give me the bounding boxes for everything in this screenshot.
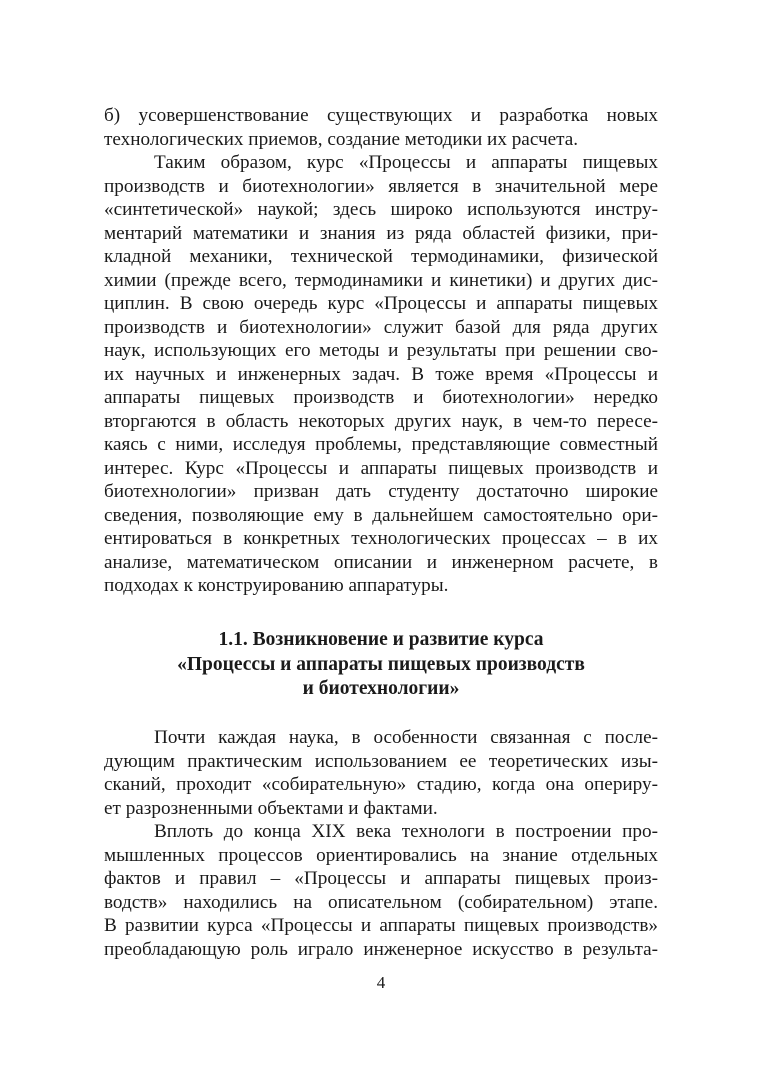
text-line: кладной механики, технической термодинамики, физической [104,246,658,267]
text-line: Таким образом, курс «Процессы и аппараты пищевых [154,152,658,173]
text-line: аппараты пищевых производств и биотехнологии» нередко [104,387,658,408]
section-heading-line: и биотехнологии» [302,678,460,699]
text-line: технологических приемов, создание методики их расчета. [104,128,579,150]
text-line: химии (прежде всего, термодинамики и кинетики) и других дис- [104,269,658,291]
text-line: сканий, проходит «собирательную» стадию, когда она опериру- [104,774,658,795]
text-line: Почти каждая наука, в особенности связанная с после- [154,727,658,748]
body-text-bottom [104,726,658,961]
text-line: фактов и правил – «Процессы и аппараты пищевых произ- [104,868,658,889]
text-line: ментарий математики и знания из ряда областей физики, при- [104,222,658,244]
text-line: производств и биотехнологии» является в значительной мере [104,175,658,197]
text-line: наук, использующих его методы и результаты при решении сво- [104,340,658,361]
text-line: водств» находились на описательном (собирательном) этапе. [104,891,658,913]
section-heading [104,628,658,702]
text-line: их научных и инженерных задач. В тоже время «Процессы и [104,363,658,385]
text-line: ентироваться в конкретных технологических процессах – в их [104,528,658,549]
page-number: 4 [376,973,386,992]
text-line: ет разрозненными объектами и фактами. [104,797,438,819]
section-heading-line: 1.1. Возникновение и развитие курса [218,629,544,650]
text-line: «синтетической» наукой; здесь широко используются инстру- [104,199,658,220]
text-line: производств и биотехнологии» служит базой для ряда других [104,316,658,338]
section-heading-line: «Процессы и аппараты пищевых производств [177,653,585,675]
text-line: б) усовершенствование существующих и разработка новых [104,105,658,126]
text-line: биотехнологии» призван дать студенту достаточно широкие [104,481,658,502]
text-line: преобладающую роль играло инженерное искусство в результа- [104,938,658,960]
text-line: подходах к конструированию аппаратуры. [104,575,449,596]
text-line: мышленных процессов ориентировались на знание отдельных [104,844,658,866]
text-line: каясь с ними, исследуя проблемы, представляющие совместный [104,434,658,455]
text-line: В развитии курса «Процессы и аппараты пищевых производств» [104,915,658,936]
text-line: интерес. Курс «Процессы и аппараты пищевых производств и [104,457,658,479]
text-line: вторгаются в область некоторых других наук, в чем-то пересе- [104,410,658,432]
text-line: анализе, математическом описании и инженерном расчете, в [104,551,658,573]
text-line: циплин. В свою очередь курс «Процессы и аппараты пищевых [104,293,658,314]
text-line: сведения, позволяющие ему в дальнейшем самостоятельно ори- [104,504,658,526]
text-line: Вплоть до конца XIX века технологи в построении про- [154,821,658,842]
body-text-top [104,104,658,598]
text-line: дующим практическим использованием ее теоретических изы- [104,750,658,772]
